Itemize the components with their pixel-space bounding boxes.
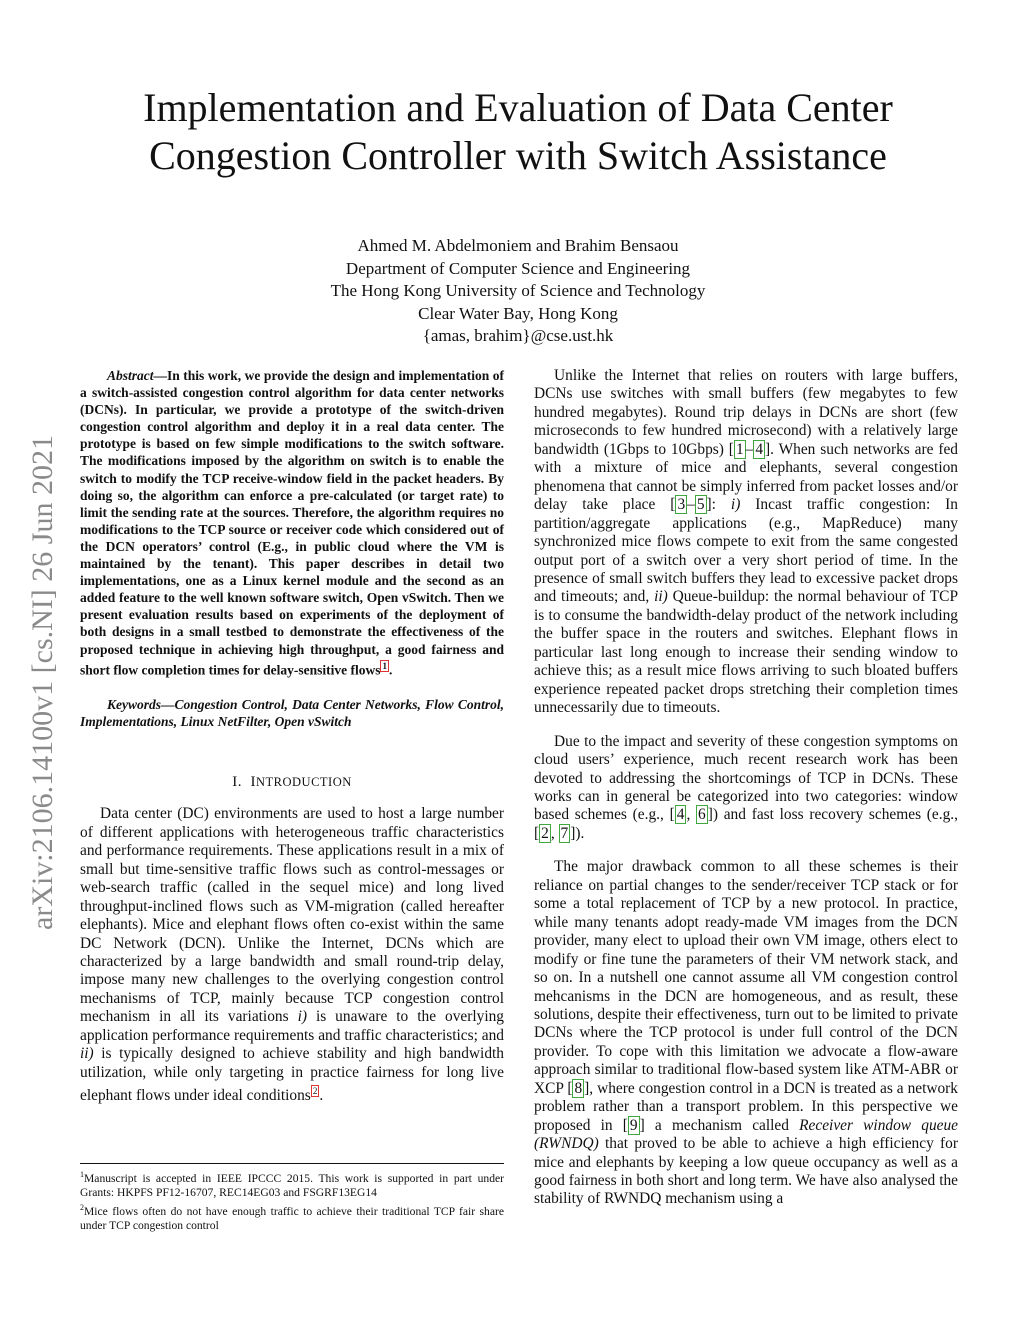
footnote-text: Manuscript is accepted in IEEE IPCCC 2015. This work is supported in part under Grants: HKPFS PF12-16707, REC14EG03 and FSGRF13EG14 [80,1171,504,1200]
intro-text-b: is unaware to the overlying application performance requirements and traffic characteristics; and [80,1008,504,1044]
text: Due to the impact and severity of these congestion symptoms on cloud users’ experience, much recent research work has been devoted to addressing the shortcomings of TCP in DCNs. These works can in general be categorized into two categories: window based schemes (e.g., [ [534,732,958,824]
footnote-2 [80,1201,504,1234]
arxiv-identifier: arXiv:2106.14100v1 [cs.NI] 26 Jun 2021 [26,435,59,930]
affiliation-department: Department of Computer Science and Engineering [345,258,691,278]
footnote-marker: 2 [80,1202,84,1212]
keywords: Keywords—Congestion Control, Data Center Networks, Flow Control, Implementations, Linux NetFilter, Open vSwitch [80,697,504,730]
footnote-1 [80,1168,504,1201]
text: The major drawback common to all these schemes is their reliance on partial changes to the sender/receiver TCP stack or for some a total replacement of TCP by a new protocol. In practice, while many tenants adopt ready-made VM images from the DCN provider, many elect to upload their own VM image, others elect to modify or fine tune the parameters of their VM network stack, and so on. In a nutshell one cannot assume all VM congestion control mehcanisms in the DCN are homogeneous, and as result, these solutions, despite their effectiveness, turn out to be limited to private DCNs where the TCP protocol is under full control of the DCN provider. To cope with this limitation we advocate a flow-aware approach similar to traditional flow-based system like ATM-ABR or XCP [ [534,858,958,1097]
text: Queue-buildup: the normal behaviour of TCP is to consume the bandwidth-delay product of the network including the buffer space in the routers and switches. Elephant flows in particular last long enough to increase their sending window to achieve this; as a result mice flows arriving to such bloated buffers experience repeated packet drops stretching their completion times unnecessarily due to timeouts. [534,588,959,717]
intro-enum-ii: ii) [80,1045,94,1063]
title-line-2: Congestion Controller with Switch Assistance [149,133,887,178]
text: Incast traffic congestion: In partition/aggregate applications (e.g., MapReduce) many synchronized mice flows compete to exit from the same congested output port of a switch over a very short period of time. In the presence of small switch buffers they lead to excessive packet drops and timeouts; and, [534,496,959,606]
enum-ii: ii) [654,588,668,606]
citation-link-4[interactable]: 4 [755,440,764,458]
abstract-end: . [388,662,393,678]
author-names: Ahmed M. Abdelmoniem and Brahim Bensaou [357,236,679,255]
enum-i: i) [730,496,741,514]
section-number: I. [232,774,242,791]
left-column [80,367,504,1106]
intro-end: . [319,1087,324,1105]
section-title-initial: I [250,774,256,791]
citation-link-3[interactable]: 3 [677,496,686,514]
text: ]: [706,496,731,514]
author-emails: {amas, brahim}@cse.ust.hk [422,326,614,345]
intro-text-a: Data center (DC) environments are used to host a large number of different applications with heterogeneous traffic characteristics and performance requirements. These applications result in a mix of small but time-sensitive traffic flows such as control-messages or web-search traffic (called in the sequel mice) and long lived throughput-inclined flows such as VM-migration (called hereafter elephants). Mice and elephant flows often co-exist within the same DC Network (DCN). Unlike the Internet, DCNs which are characterized by a large bandwidth and small round-trip delay, impose many new challenges to the overlying congestion control mechanisms of TCP, mainly because TCP congestion control mechanism in all its variations [80,805,504,1026]
footnotes [80,1163,504,1233]
author-block [200,235,836,348]
citation-link-1[interactable]: 1 [735,440,744,458]
text: that proved to be able to achieve a high efficiency for mice and elephants by keeping a low queue occupancy as well as a good fairness in both short and long term. We have also analysed the stability of RWNDQ mechanism using a [534,1135,958,1208]
section-title-rest: NTRODUCTION [255,775,352,790]
citation-link-8[interactable]: 8 [574,1079,583,1097]
affiliation-university: The Hong Kong University of Science and Technology [330,281,706,300]
citation-link-5[interactable]: 5 [696,496,705,514]
paper-title [100,84,936,180]
paragraph-drawback [534,858,958,1209]
text: Unlike the Internet that relies on routers with large buffers, DCNs use switches with small buffers (few megabytes to few hundred megabytes). Round trip delays in DCNs are short (few microseconds to few hundred microsecond) with a relatively large bandwidth (1Gbps to 10Gbps) [ [534,367,958,458]
section-heading-introduction [80,774,504,791]
intro-enum-i: i) [297,1008,307,1026]
intro-paragraph [80,805,504,1105]
abstract-text: —In this work, we provide the design and implementation of a switch-assisted congestion control algorithm for data center networks (DCNs). In particular, we provide a prototype of the switch-driven congestion control algorithm and deploy it in a real data center. The prototype is based on few simple modifications to the switch software. The modifications imposed by the algorithm on switch is to enable the switch to modify the TCP receive-window field in the packet headers. By doing so, the algorithm can enforce a pre-calculated (or target rate) to limit the sending rate at the sources. Therefore, the algorithm requires no modifications to the TCP source or receiver code which considered out of the DCN operators’ control (E.g., in public cloud where the VM is maintained by the tenant). This paper describes in detail two implementations, one as a Linux kernel module and the second as an added feature to the well known software switch, Open vSwitch. Then we present evaluation results based on experiments of the deployment of both designs in a small testbed to demonstrate the effectiveness of the proposed technique in achieving high throughput, a good fairness and short flow completion times for delay-sensitive flows [80,368,504,678]
footnote-text: Mice flows often do not have enough traffic to achieve their traditional TCP fair share under TCP congestion control [80,1204,504,1232]
text: ] a mechanism called [639,1116,800,1134]
footnote-ref-2[interactable]: 2 [312,1086,318,1097]
citation-link-9[interactable]: 9 [629,1116,638,1134]
citation-link-4[interactable]: 4 [676,806,685,824]
text: – [745,440,754,458]
footnote-ref-1[interactable]: 1 [382,660,387,671]
right-column [534,367,958,1209]
citation-link-6[interactable]: 6 [698,806,706,824]
text: ]) and fast loss recovery schemes (e.g., [ [534,806,958,842]
rwndq-term: Receiver window queue (RWNDQ) [534,1116,958,1153]
text: ]). [570,824,585,842]
intro-text-c: is typically designed to achieve stability and high bandwidth utilization, while only targeting in practice fairness for long live elephant flows under ideal conditions [80,1045,504,1105]
affiliation-address: Clear Water Bay, Hong Kong [418,303,618,323]
paragraph-dcn-characteristics [534,367,958,718]
text: , [550,824,559,842]
citation-link-7[interactable]: 7 [560,824,569,842]
paragraph-related-work [534,733,958,844]
abstract-label: Abstract [107,368,154,383]
title-line-1: Implementation and Evaluation of Data Center [143,85,893,130]
footnote-marker: 1 [80,1170,84,1179]
text: ], where congestion control in a DCN is treated as a network problem rather than a transport problem. In this perspective we proposed in [ [534,1079,958,1134]
text: , [686,806,697,824]
abstract [80,367,504,678]
citation-link-2[interactable]: 2 [541,824,549,842]
text: – [687,496,695,514]
text: ]. When such networks are fed with a mixture of mice and elephants, several congestion phenomena that cannot be simply inferred from packet losses and/or delay take place [ [534,440,958,514]
